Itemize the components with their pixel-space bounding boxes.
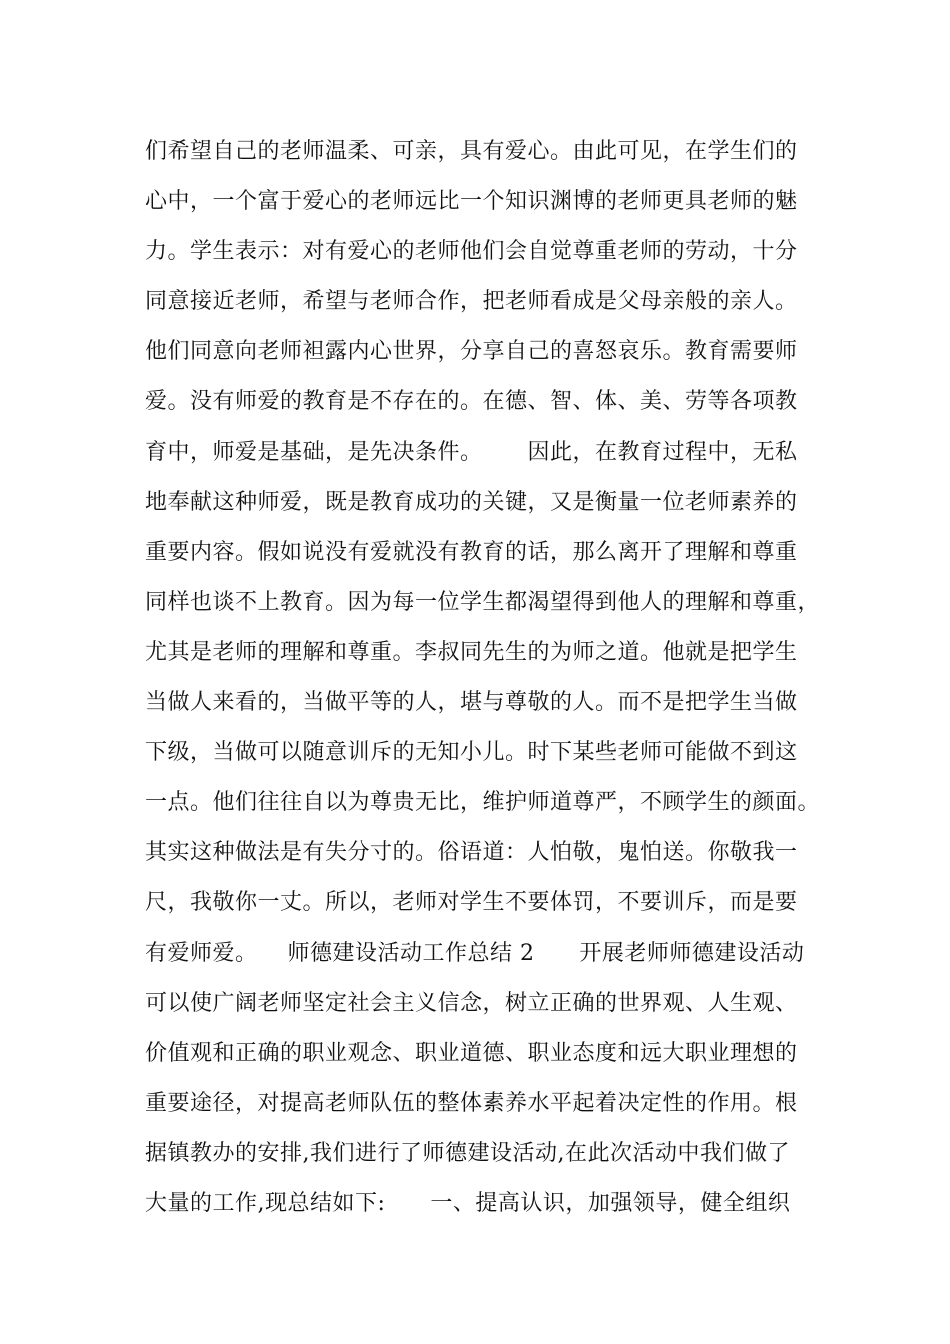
text-line-14: 一点。他们往往自以为尊贵无比，维护师道尊严，不顾学生的颜面。: [145, 790, 821, 816]
text-line-1: 们希望自己的老师温柔、可亲，具有爱心。由此可见，在学生们的: [145, 139, 798, 164]
text-line-7: 育中，师爱是基础，是先决条件。 因此，在教育过程中，无私: [145, 439, 798, 465]
text-line-15: 其实这种做法是有失分寸的。俗语道：人怕敬，鬼怕送。你敬我一: [145, 840, 798, 866]
text-line-11: 尤其是老师的理解和尊重。李叔同先生的为师之道。他就是把学生: [145, 639, 798, 665]
text-line-4: 同意接近老师，希望与老师合作，把老师看成是父母亲般的亲人。: [145, 289, 798, 315]
text-line-10: 同样也谈不上教育。因为每一位学生都渴望得到他人的理解和尊重，: [145, 589, 821, 615]
text-line-21: 据镇教办的安排,我们进行了师德建设活动,在此次活动中我们做了: [145, 1140, 790, 1166]
text-line-18: 可以使广阔老师坚定社会主义信念，树立正确的世界观、人生观、: [145, 990, 798, 1016]
text-line-20: 重要途径，对提高老师队伍的整体素养水平起着决定性的作用。根: [145, 1090, 798, 1116]
text-line-12: 当做人来看的，当做平等的人，堪与尊敬的人。而不是把学生当做: [145, 690, 798, 716]
text-line-5: 他们同意向老师袒露内心世界，分享自己的喜怒哀乐。教育需要师: [145, 339, 798, 365]
text-line-8: 地奉献这种师爱，既是教育成功的关键，又是衡量一位老师素养的: [145, 489, 798, 515]
text-line-9: 重要内容。假如说没有爱就没有教育的话，那么离开了理解和尊重: [145, 539, 798, 565]
text-line-13: 下级，当做可以随意训斥的无知小儿。时下某些老师可能做不到这: [145, 740, 798, 766]
text-line-19: 价值观和正确的职业观念、职业道德、职业态度和远大职业理想的: [145, 1040, 798, 1066]
text-line-16: 尺，我敬你一丈。所以，老师对学生不要体罚，不要训斥，而是要: [145, 890, 798, 916]
text-line-17: 有爱师爱。 师德建设活动工作总结 2 开展老师师德建设活动: [145, 940, 805, 966]
text-line-3: 力。学生表示：对有爱心的老师他们会自觉尊重老师的劳动，十分: [145, 239, 798, 265]
document-body: [145, 130, 825, 1232]
text-line-22: 大量的工作,现总结如下: 一、提高认识，加强领导，健全组织: [145, 1190, 791, 1216]
text-line-6: 爱。没有师爱的教育是不存在的。在德、智、体、美、劳等各项教: [145, 389, 798, 415]
text-line-2: 心中，一个富于爱心的老师远比一个知识渊博的老师更具老师的魅: [145, 189, 798, 215]
